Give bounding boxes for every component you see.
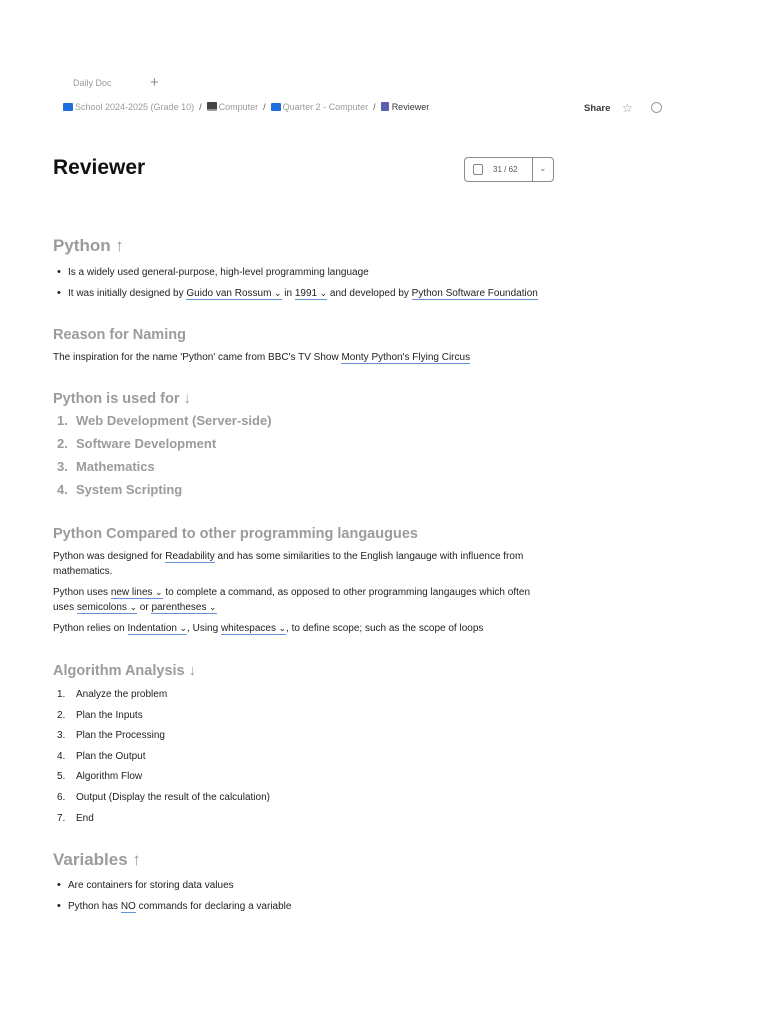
folder-icon bbox=[271, 103, 281, 111]
page-title: Reviewer bbox=[53, 156, 146, 179]
divider bbox=[532, 158, 533, 181]
breadcrumb bbox=[63, 102, 429, 112]
star-icon[interactable]: ☆ bbox=[622, 101, 633, 115]
list-item: 6. Output (Display the result of the calculation) bbox=[57, 791, 270, 803]
document-body bbox=[53, 236, 543, 914]
list-item: • It was initially designed by Guido van Rossum ⌄ in 1991 ⌄ and developed by Python Software Foundation bbox=[53, 286, 543, 301]
compared-p3: Python relies on Indentation ⌄ , Using whitespaces ⌄ , to define scope; such as the scope of loops bbox=[53, 621, 543, 636]
add-tab-button[interactable]: + bbox=[150, 74, 159, 91]
list-item: 5. Algorithm Flow bbox=[57, 771, 143, 783]
list-item: 7. End bbox=[57, 812, 94, 824]
folder-icon bbox=[63, 103, 73, 111]
list-item: • Python has NO commands for declaring a variable bbox=[53, 899, 543, 914]
list-item: 3. Plan the Processing bbox=[57, 730, 165, 742]
python-bullets bbox=[53, 265, 543, 301]
breadcrumb-item-computer[interactable]: Computer bbox=[207, 102, 259, 112]
heading-python[interactable]: Python ↑ bbox=[53, 236, 124, 255]
heading-algorithm[interactable]: Algorithm Analysis ↓ bbox=[53, 663, 196, 679]
breadcrumb-item-reviewer[interactable]: Reviewer bbox=[381, 102, 430, 112]
psf-link[interactable]: Python Software Foundation bbox=[411, 288, 538, 299]
list-item: 4. Plan the Output bbox=[57, 750, 146, 762]
naming-text: The inspiration for the name 'Python' came from BBC's TV Show Monty Python's Flying Circus bbox=[53, 352, 471, 363]
used-for-list bbox=[53, 412, 543, 499]
heading-compared: Python Compared to other programming langaugues bbox=[53, 526, 418, 542]
laptop-icon bbox=[207, 102, 217, 111]
breadcrumb-separator: / bbox=[373, 102, 376, 112]
list-item: 1. Web Development (Server-side) bbox=[57, 413, 272, 428]
algorithm-list bbox=[53, 687, 543, 826]
heading-naming: Reason for Naming bbox=[53, 327, 186, 343]
guido-link[interactable]: Guido van Rossum ⌄ bbox=[186, 288, 281, 300]
breadcrumb-separator: / bbox=[263, 102, 266, 112]
year-link[interactable]: 1991 ⌄ bbox=[295, 288, 327, 300]
chevron-down-icon[interactable]: ⌄ bbox=[539, 163, 547, 173]
list-item: 2. Plan the Inputs bbox=[57, 709, 143, 721]
doc-tab[interactable]: Daily Doc bbox=[73, 78, 112, 88]
breadcrumb-item-school[interactable]: School 2024-2025 (Grade 10) bbox=[63, 102, 194, 112]
breadcrumb-item-quarter[interactable]: Quarter 2 - Computer bbox=[271, 102, 369, 112]
parentheses-link[interactable]: parentheses ⌄ bbox=[151, 602, 216, 614]
compared-p2: Python uses new lines ⌄ to complete a command, as opposed to other programming langauges which often uses semicolons ⌄ or parentheses ⌄ bbox=[53, 585, 543, 615]
variables-bullets bbox=[53, 878, 543, 914]
copy-icon[interactable] bbox=[473, 164, 483, 175]
book-icon bbox=[381, 102, 389, 111]
monty-link[interactable]: Monty Python's Flying Circus bbox=[341, 352, 471, 363]
list-item: 4. System Scripting bbox=[57, 482, 183, 497]
list-item: 1. Analyze the problem bbox=[57, 689, 168, 700]
list-item: • Are containers for storing data values bbox=[53, 878, 543, 893]
readability-link[interactable]: Readability bbox=[165, 551, 215, 562]
list-item: 3. Mathematics bbox=[57, 459, 155, 474]
compared-p1: Python was designed for Readability and has some similarities to the English langauge with influence from mathematics. bbox=[53, 551, 524, 577]
heading-variables[interactable]: Variables ↑ bbox=[53, 849, 141, 869]
no-link[interactable]: NO bbox=[120, 900, 136, 912]
list-item: • Is a widely used general-purpose, high-level programming language bbox=[53, 265, 543, 280]
page-count: 31 / 62 bbox=[493, 165, 518, 174]
share-button[interactable]: Share bbox=[584, 103, 611, 114]
whitespaces-link[interactable]: whitespaces ⌄ bbox=[221, 623, 286, 635]
page-navigator bbox=[464, 157, 554, 182]
indentation-link[interactable]: Indentation ⌄ bbox=[128, 623, 188, 635]
list-item: 2. Software Development bbox=[57, 436, 217, 451]
history-icon[interactable] bbox=[651, 102, 662, 113]
semicolons-link[interactable]: semicolons ⌄ bbox=[77, 602, 137, 614]
heading-used-for[interactable]: Python is used for ↓ bbox=[53, 391, 191, 407]
new-lines-link[interactable]: new lines ⌄ bbox=[111, 587, 163, 599]
breadcrumb-separator: / bbox=[199, 102, 202, 112]
